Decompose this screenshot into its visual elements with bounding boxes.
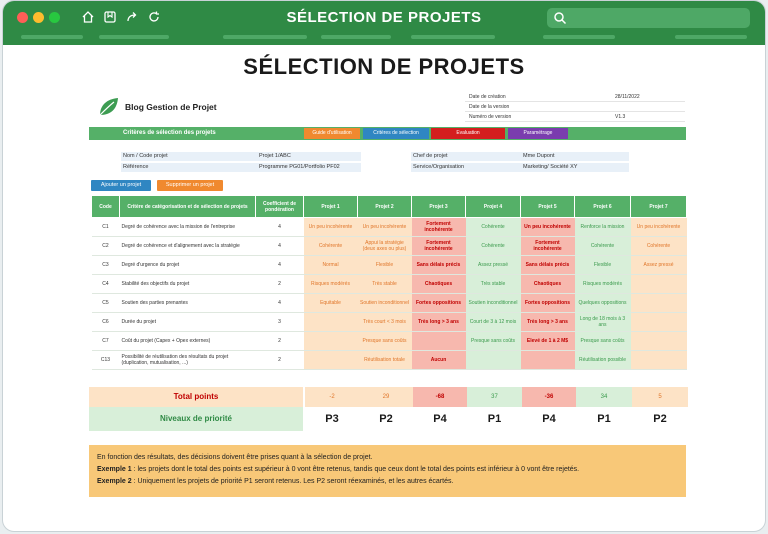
- project-3-evaluation[interactable]: Fortes oppositions: [412, 294, 466, 313]
- project-2-evaluation[interactable]: Soutien inconditionnel: [358, 294, 412, 313]
- total-points-project-6: 34: [576, 387, 632, 407]
- tab-strip-1[interactable]: [21, 35, 83, 39]
- project-1-evaluation[interactable]: [304, 351, 358, 370]
- tab-strip-2[interactable]: [99, 35, 169, 39]
- criterion-code: C1: [92, 218, 120, 237]
- project-1-evaluation[interactable]: Cohérente: [304, 237, 358, 256]
- note-example-1: [97, 464, 678, 476]
- criterion-label: Degré de cohérence avec la mission de l'entreprise: [120, 218, 256, 237]
- project-1-evaluation[interactable]: [304, 313, 358, 332]
- priority-project-1: P3: [325, 413, 339, 425]
- note-example-2: [97, 476, 678, 488]
- criterion-code: C6: [92, 313, 120, 332]
- table-row: [92, 313, 687, 332]
- total-points-project-2: 29: [359, 387, 413, 407]
- total-points-project-7: 5: [632, 387, 688, 407]
- note-example-1-label: Exemple 1: [97, 466, 132, 473]
- chef-value[interactable]: Mme Dupont: [523, 153, 555, 159]
- table-row: [92, 237, 687, 256]
- total-points-project-5: -36: [522, 387, 576, 407]
- project-6-evaluation[interactable]: Presque sans coûts: [575, 332, 631, 351]
- project-3-evaluation[interactable]: Fortement incohérente: [412, 237, 466, 256]
- project-6-evaluation[interactable]: Flexible: [575, 256, 631, 275]
- priority-project-6: P1: [597, 413, 611, 425]
- table-header-row: [92, 196, 687, 218]
- project-4-evaluation[interactable]: Court de 3 à 12 mois: [466, 313, 521, 332]
- col-header-code: Code: [92, 196, 120, 218]
- project-3-evaluation[interactable]: Fortement incohérente: [412, 218, 466, 237]
- project-6-evaluation[interactable]: Risques modérés: [575, 275, 631, 294]
- tab-strip-7[interactable]: [675, 35, 747, 39]
- nom-value[interactable]: Projet 1/ABC: [259, 153, 291, 159]
- tab-evaluation[interactable]: Evaluation: [431, 128, 505, 139]
- project-4-evaluation[interactable]: Très stable: [466, 275, 521, 294]
- criterion-label: Stabilité des objectifs du projet: [120, 275, 256, 294]
- add-project-button[interactable]: Ajouter un projet: [91, 180, 151, 191]
- col-header-projet-7: Projet 7: [631, 196, 687, 218]
- project-3-evaluation[interactable]: Sans délais précis: [412, 256, 466, 275]
- note-example-1-text: : les projets dont le total des points est supérieur à 0 vont être retenus, tandis que ceux dont le total des points est inférieur à 0 vont être rejetés.: [131, 466, 580, 473]
- total-points-row: [89, 387, 686, 407]
- project-5-evaluation[interactable]: Un peu incohérente: [521, 218, 575, 237]
- tab-parametrage[interactable]: Paramétrage: [508, 128, 568, 139]
- criterion-coefficient[interactable]: 2: [256, 332, 304, 351]
- meta-row: [465, 92, 685, 102]
- project-4-evaluation[interactable]: Soutien inconditionnel: [466, 294, 521, 313]
- project-7-evaluation[interactable]: [631, 332, 687, 351]
- project-2-evaluation[interactable]: Très stable: [358, 275, 412, 294]
- project-7-evaluation[interactable]: [631, 313, 687, 332]
- meta-label: Date de création: [469, 94, 506, 100]
- criteria-bar-label: Critères de sélection des projets: [123, 130, 216, 136]
- meta-value[interactable]: V1.3: [615, 114, 626, 120]
- total-points-project-3: -68: [413, 387, 467, 407]
- table-row: [92, 218, 687, 237]
- table-row: [92, 256, 687, 275]
- criterion-code: C7: [92, 332, 120, 351]
- project-6-evaluation[interactable]: Quelques oppositions: [575, 294, 631, 313]
- table-row: [92, 332, 687, 351]
- meta-label: Numéro de version: [469, 114, 512, 120]
- total-points-project-1: -2: [305, 387, 359, 407]
- project-4-evaluation[interactable]: [466, 351, 521, 370]
- decision-note: [89, 445, 686, 497]
- project-4-evaluation[interactable]: Assez pressé: [466, 256, 521, 275]
- criterion-label: Soutien des parties prenantes: [120, 294, 256, 313]
- tab-strip-4[interactable]: [321, 35, 391, 39]
- search-icon: [553, 11, 567, 25]
- spreadsheet: [89, 89, 686, 439]
- project-7-evaluation[interactable]: Cohérente: [631, 237, 687, 256]
- meta-value[interactable]: 28/11/2022: [615, 94, 640, 100]
- search-input[interactable]: [547, 8, 750, 28]
- note-example-2-text: : Uniquement les projets de priorité P1 seront retenus. Les P2 seront réexaminés, et les autres écartés.: [131, 478, 454, 485]
- criterion-label: Degré d'urgence du projet: [120, 256, 256, 275]
- criterion-code: C4: [92, 275, 120, 294]
- project-5-evaluation[interactable]: [521, 351, 575, 370]
- tab-strip-3[interactable]: [223, 35, 307, 39]
- meta-label: Date de la version: [469, 104, 510, 110]
- window-title: SÉLECTION DE PROJETS: [286, 9, 482, 26]
- project-1-evaluation[interactable]: Risques modérés: [304, 275, 358, 294]
- reference-value[interactable]: Programme PG01/Portfolio PF02: [259, 164, 340, 170]
- project-7-evaluation[interactable]: [631, 294, 687, 313]
- note-example-2-label: Exemple 2: [97, 478, 132, 485]
- criteria-bar: [89, 127, 686, 140]
- table-row: [92, 275, 687, 294]
- criterion-code: C5: [92, 294, 120, 313]
- project-5-evaluation[interactable]: Elevé de 1 à 2 M$: [521, 332, 575, 351]
- project-2-evaluation[interactable]: Appui la stratégie (deux axes ou plus): [358, 237, 412, 256]
- project-4-evaluation[interactable]: Presque sans coûts: [466, 332, 521, 351]
- total-points-project-4: 37: [467, 387, 522, 407]
- project-6-evaluation[interactable]: Réutilisation possible: [575, 351, 631, 370]
- project-7-evaluation[interactable]: Un peu incohérente: [631, 218, 687, 237]
- project-2-evaluation[interactable]: Réutilisation totale: [358, 351, 412, 370]
- project-2-evaluation[interactable]: Presque sans coûts: [358, 332, 412, 351]
- criterion-label: Durée du projet: [120, 313, 256, 332]
- meta-row: [465, 102, 685, 112]
- browser-window: [2, 0, 766, 532]
- priority-row: [89, 407, 686, 431]
- note-line-1: En fonction des résultats, des décisions doivent être prises quant à la sélection de projet.: [97, 454, 373, 461]
- project-1-evaluation[interactable]: [304, 332, 358, 351]
- tab-guide[interactable]: Guide d'utilisation: [304, 128, 360, 139]
- project-2-evaluation[interactable]: Un peu incohérente: [358, 218, 412, 237]
- nom-label: Nom / Code projet: [123, 153, 168, 159]
- priority-project-5: P4: [542, 413, 556, 425]
- priority-label: Niveaux de priorité: [89, 407, 303, 431]
- priority-project-2: P2: [379, 413, 393, 425]
- tab-strip-6[interactable]: [543, 35, 615, 39]
- project-7-evaluation[interactable]: Assez pressé: [631, 256, 687, 275]
- reference-label: Référence: [123, 164, 149, 170]
- priority-project-7: P2: [653, 413, 667, 425]
- project-4-evaluation[interactable]: Cohérente: [466, 218, 521, 237]
- project-1-evaluation[interactable]: Equitable: [304, 294, 358, 313]
- table-row: [92, 294, 687, 313]
- criterion-code: C13: [92, 351, 120, 370]
- evaluation-table: [91, 195, 687, 370]
- criterion-coefficient[interactable]: 4: [256, 237, 304, 256]
- criterion-label: Possibilité de réutilisation des résultats du projet (duplication, mutualisation, ...): [120, 351, 256, 370]
- col-header-coefficient: Coefficient de pondération: [256, 196, 304, 218]
- project-5-evaluation[interactable]: Chaotiques: [521, 275, 575, 294]
- project-3-evaluation[interactable]: Aucun: [412, 351, 466, 370]
- project-6-evaluation[interactable]: Long de 18 mois à 3 ans: [575, 313, 631, 332]
- version-info: [465, 92, 685, 122]
- project-5-evaluation[interactable]: Fortement incohérente: [521, 237, 575, 256]
- project-1-evaluation[interactable]: Normal: [304, 256, 358, 275]
- tab-strip-5[interactable]: [411, 35, 495, 39]
- priority-project-4: P1: [487, 413, 502, 425]
- criterion-coefficient[interactable]: 3: [256, 313, 304, 332]
- criterion-code: C2: [92, 237, 120, 256]
- delete-project-button[interactable]: Supprimer un projet: [157, 180, 223, 191]
- service-value[interactable]: Marketing/ Société XY: [523, 164, 578, 170]
- col-header-critere: Critère de catégorisation et de sélection de projets: [120, 196, 256, 218]
- project-1-evaluation[interactable]: Un peu incohérente: [304, 218, 358, 237]
- criterion-coefficient[interactable]: 4: [256, 294, 304, 313]
- logo-text: Blog Gestion de Projet: [125, 102, 217, 112]
- criterion-coefficient[interactable]: 2: [256, 275, 304, 294]
- project-5-evaluation[interactable]: Sans délais précis: [521, 256, 575, 275]
- project-7-evaluation[interactable]: [631, 351, 687, 370]
- project-3-evaluation[interactable]: Très long > 3 ans: [412, 313, 466, 332]
- priority-project-3: P4: [433, 413, 447, 425]
- project-6-evaluation[interactable]: Cohérente: [575, 237, 631, 256]
- criterion-coefficient[interactable]: 2: [256, 351, 304, 370]
- criterion-coefficient[interactable]: 4: [256, 256, 304, 275]
- tab-criteres[interactable]: Critères de sélection: [363, 128, 429, 139]
- chef-label: Chef de projet: [413, 153, 448, 159]
- project-5-evaluation[interactable]: Très long > 3 ans: [521, 313, 575, 332]
- criterion-code: C3: [92, 256, 120, 275]
- criterion-label: Coût du projet (Capex + Opex externes): [120, 332, 256, 351]
- table-row: [92, 351, 687, 370]
- project-7-evaluation[interactable]: [631, 275, 687, 294]
- col-header-projet-3: Projet 3: [412, 196, 466, 218]
- col-header-projet-2: Projet 2: [358, 196, 412, 218]
- col-header-projet-6: Projet 6: [575, 196, 631, 218]
- criterion-label: Degré de cohérence et d'alignement avec la stratégie: [120, 237, 256, 256]
- col-header-projet-1: Projet 1: [304, 196, 358, 218]
- project-2-evaluation[interactable]: Très court < 3 mois: [358, 313, 412, 332]
- leaf-logo-icon: [97, 95, 121, 119]
- project-6-evaluation[interactable]: Renforce la mission: [575, 218, 631, 237]
- project-2-evaluation[interactable]: Flexible: [358, 256, 412, 275]
- total-points-label: Total points: [89, 387, 303, 407]
- project-3-evaluation[interactable]: Chaotiques: [412, 275, 466, 294]
- col-header-projet-5: Projet 5: [521, 196, 575, 218]
- project-3-evaluation[interactable]: [412, 332, 466, 351]
- page-title: SÉLECTION DE PROJETS: [243, 54, 525, 79]
- service-label: Service/Organisation: [413, 164, 465, 170]
- meta-row: [465, 112, 685, 122]
- title-bar: [3, 1, 765, 45]
- project-4-evaluation[interactable]: Cohérente: [466, 237, 521, 256]
- col-header-projet-4: Projet 4: [466, 196, 521, 218]
- project-5-evaluation[interactable]: Fortes oppositions: [521, 294, 575, 313]
- criterion-coefficient[interactable]: 4: [256, 218, 304, 237]
